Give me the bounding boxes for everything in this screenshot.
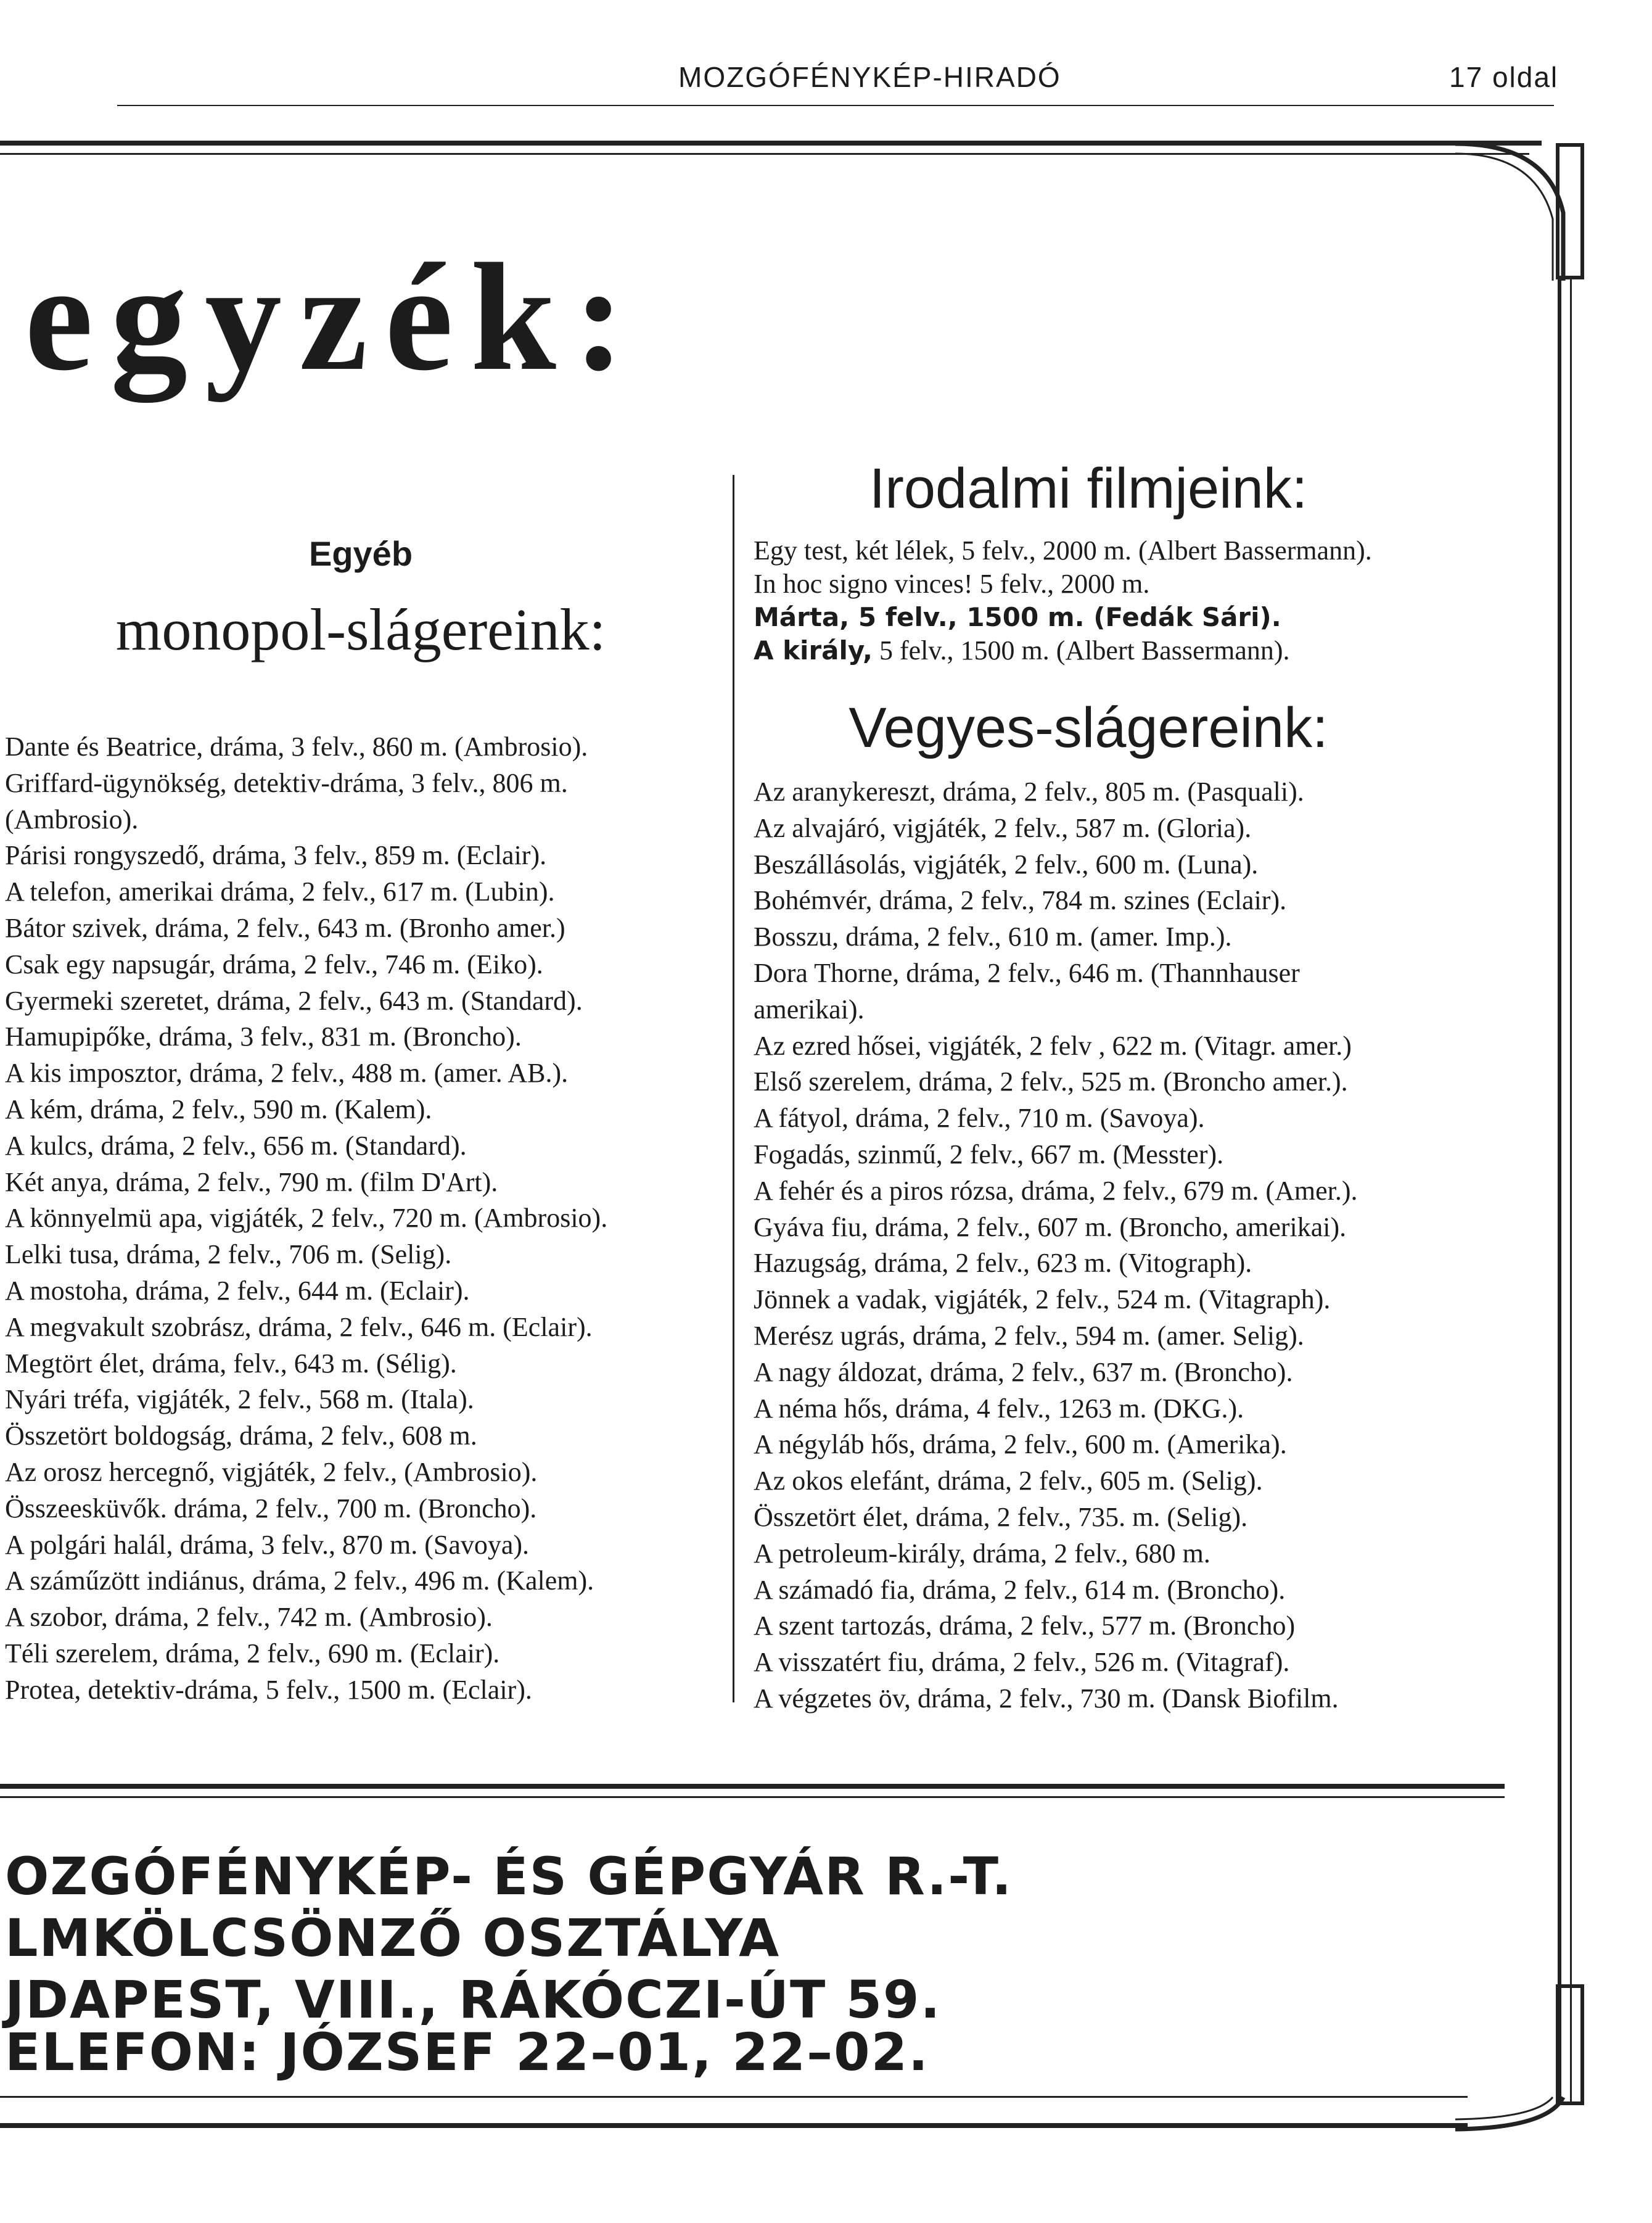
list-item: Párisi rongyszedő, dráma, 3 felv., 859 m. (Eclair). [5, 840, 547, 871]
list-item: Beszállásolás, vigjáték, 2 felv., 600 m. (Luna). [754, 849, 1259, 880]
company-line-4: ELEFON: JÓZSEF 22–01, 22–02. [5, 2022, 929, 2082]
list-item: A petroleum-király, dráma, 2 felv., 680 m. [754, 1538, 1210, 1569]
entry-text: In hoc signo vinces! 5 felv., 2000 m. [754, 569, 1150, 599]
list-item: Dora Thorne, dráma, 2 felv., 646 m. (Thannhauser [754, 957, 1300, 988]
list-item: Nyári tréfa, vigjáték, 2 felv., 568 m. (Itala). [5, 1384, 474, 1415]
company-line-2: LMKÖLCSÖNZŐ OSZTÁLYA [5, 1908, 781, 1968]
list-item [754, 534, 1481, 567]
list-item: A végzetes öv, dráma, 2 felv., 730 m. (Dansk Biofilm. [754, 1683, 1339, 1714]
list-item: Csak egy napsugár, dráma, 2 felv., 746 m. (Eiko). [5, 949, 543, 980]
list-item: A telefon, amerikai dráma, 2 felv., 617 m. (Lubin). [5, 876, 555, 907]
frame-right-rule-thin [1570, 278, 1572, 2103]
list-item: Griffard-ügynökség, detektiv-dráma, 3 felv., 806 m. [5, 767, 568, 798]
list-item [754, 601, 1481, 634]
list-item: Összeesküvők. dráma, 2 felv., 700 m. (Broncho). [5, 1493, 537, 1524]
list-item: A mostoha, dráma, 2 felv., 644 m. (Eclair). [5, 1275, 470, 1306]
list-item: Bosszu, dráma, 2 felv., 610 m. (amer. Imp.). [754, 922, 1232, 952]
list-item: Hazugság, dráma, 2 felv., 623 m. (Vitograph). [754, 1248, 1252, 1279]
list-item: Az aranykereszt, dráma, 2 felv., 805 m. (Pasquali). [754, 777, 1304, 807]
list-item [754, 567, 1481, 601]
company-line-3: JDAPEST, VIII., RÁKÓCZI-ÚT 59. [5, 1969, 942, 2030]
list-item: Gyermeki szeretet, dráma, 2 felv., 643 m. (Standard). [5, 985, 583, 1016]
list-item: A kém, dráma, 2 felv., 590 m. (Kalem). [5, 1094, 432, 1124]
list-item: Téli szerelem, dráma, 2 felv., 690 m. (Eclair). [5, 1638, 500, 1668]
literary-list [754, 534, 1481, 667]
list-item: A néma hős, dráma, 4 felv., 1263 m. (DKG.). [754, 1393, 1244, 1424]
list-item: A kulcs, dráma, 2 felv., 656 m. (Standard). [5, 1130, 467, 1161]
frame-top-rule [0, 141, 1542, 146]
list-item: Protea, detektiv-dráma, 5 felv., 1500 m. (Eclair). [5, 1674, 532, 1705]
list-item: Bohémvér, dráma, 2 felv., 784 m. szines (Eclair). [754, 885, 1287, 916]
list-item: Lelki tusa, dráma, 2 felv., 706 m. (Selig). [5, 1239, 452, 1270]
list-item: Hamupipőke, dráma, 3 felv., 831 m. (Broncho). [5, 1021, 522, 1052]
bold-title: Márta, 5 felv., 1500 m. (Fedák Sári). [754, 602, 1281, 632]
list-item: Bátor szivek, dráma, 2 felv., 643 m. (Bronho amer.) [5, 912, 565, 943]
list-item: Az orosz hercegnő, vigjáték, 2 felv., (Ambrosio). [5, 1456, 538, 1487]
company-line-1: OZGÓFÉNYKÉP- ÉS GÉPGYÁR R.-T. [5, 1846, 1013, 1907]
list-item: A nagy áldozat, dráma, 2 felv., 637 m. (Broncho). [754, 1356, 1293, 1387]
header-rule [117, 105, 1554, 106]
entry-text: 5 felv., 1500 m. (Albert Bassermann). [872, 635, 1290, 666]
frame-corner-top-ornament [1455, 139, 1591, 287]
list-item: A szobor, dráma, 2 felv., 742 m. (Ambrosio). [5, 1602, 493, 1633]
mixed-list [754, 774, 1481, 1717]
list-item: A fátyol, dráma, 2 felv., 710 m. (Savoya). [754, 1103, 1205, 1134]
list-item: A négyláb hős, dráma, 2 felv., 600 m. (Amerika). [754, 1429, 1287, 1460]
list-item: A szent tartozás, dráma, 2 felv., 577 m. (Broncho) [754, 1611, 1296, 1641]
left-heading-large: monopol-slágereink: [115, 596, 606, 662]
list-item: A visszatért fiu, dráma, 2 felv., 526 m. (Vitagraf). [754, 1647, 1290, 1678]
literary-heading: Irodalmi filmjeink: [869, 457, 1308, 520]
list-item: A polgári halál, dráma, 3 felv., 870 m. (Savoya). [5, 1529, 530, 1560]
frame-top-rule-thin [0, 153, 1529, 155]
frame-bottom-rule-thick [0, 2123, 1468, 2128]
list-item: Az okos elefánt, dráma, 2 felv., 605 m. (Selig). [754, 1466, 1263, 1496]
list-item: Az alvajáró, vigjáték, 2 felv., 587 m. (Gloria). [754, 812, 1252, 843]
list-item: A megvakult szobrász, dráma, 2 felv., 646 m. (Eclair). [5, 1311, 593, 1342]
bold-title: A király, [754, 635, 873, 666]
list-item: Összetört boldogság, dráma, 2 felv., 608 m. [5, 1421, 477, 1451]
column-divider [733, 475, 734, 1702]
frame-bottom-rule [0, 2096, 1468, 2098]
frame-right-rule [1558, 278, 1561, 2103]
main-title: egyzék: [25, 232, 643, 403]
list-item: Gyáva fiu, dráma, 2 felv., 607 m. (Broncho, amerikai). [754, 1211, 1347, 1242]
frame-corner-bottom-ornament [1455, 1974, 1591, 2134]
list-item: Jönnek a vadak, vigjáték, 2 felv., 524 m. (Vitagraph). [754, 1284, 1331, 1315]
list-item: Merész ugrás, dráma, 2 felv., 594 m. (amer. Selig). [754, 1320, 1304, 1351]
page-number: 17 oldal [1449, 61, 1559, 93]
list-item: amerikai). [754, 994, 865, 1025]
list-item [754, 634, 1481, 667]
monopol-list [5, 729, 733, 1709]
list-item: Összetört élet, dráma, 2 felv., 735. m. (Selig). [754, 1501, 1248, 1532]
list-item: A számadó fia, dráma, 2 felv., 614 m. (Broncho). [754, 1574, 1286, 1605]
list-item: Két anya, dráma, 2 felv., 790 m. (film D'Art). [5, 1166, 498, 1197]
list-item: A fehér és a piros rózsa, dráma, 2 felv., 679 m. (Amer.). [754, 1175, 1358, 1206]
left-heading-small: Egyéb [308, 534, 413, 573]
frame-middle-rule-thin [0, 1796, 1505, 1798]
frame-middle-rule [0, 1784, 1505, 1789]
list-item: A könnyelmü apa, vigjáték, 2 felv., 720 m. (Ambrosio). [5, 1203, 608, 1234]
list-item: A kis imposztor, dráma, 2 felv., 488 m. (amer. AB.). [5, 1058, 569, 1089]
entry-text: Egy test, két lélek, 5 felv., 2000 m. (Albert Bassermann). [754, 535, 1372, 566]
list-item: Dante és Beatrice, dráma, 3 felv., 860 m. (Ambrosio). [5, 732, 588, 762]
mixed-heading: Vegyes-slágereink: [849, 696, 1328, 759]
journal-title: MOZGÓFÉNYKÉP-HIRADÓ [678, 61, 1061, 93]
list-item: Az ezred hősei, vigjáték, 2 felv , 622 m. (Vitagr. amer.) [754, 1030, 1352, 1061]
list-item: A száműzött indiánus, dráma, 2 felv., 496 m. (Kalem). [5, 1565, 594, 1596]
list-item: Fogadás, szinmű, 2 felv., 667 m. (Messter). [754, 1139, 1224, 1169]
list-item: Megtört élet, dráma, felv., 643 m. (Sélig). [5, 1348, 457, 1379]
list-item: Első szerelem, dráma, 2 felv., 525 m. (Broncho amer.). [754, 1066, 1348, 1097]
list-item: (Ambrosio). [5, 804, 139, 835]
